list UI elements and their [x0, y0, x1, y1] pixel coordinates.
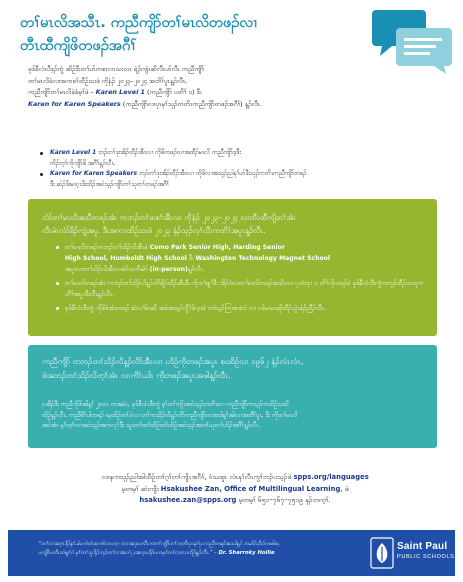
title-line-1: တၢ်မၤလိအသီၤ. ကညီကျိာ်တၢ်မၤလိတဖၣ်လၢ [20, 15, 257, 31]
contact-text: မ့တမ့ၢ် ၆၅၁–၇၆၇–၇၅၁၉ နၣ်တက့ၢ်. [236, 496, 331, 504]
list-item: တၢ်မၤလိတဖၣ်အံၤ ကဘၣ်တၢ်သိၣ်လိန့ၣ်လိာ်ဖိုၣ်ထီၣ်အီၤဒီး ကိုတၢ်ဖျၢ်ဒီး အိၣ်ဝဲလၢတၢ်မၤလိတဖၣ်အသိၤလၢ ပှၤဝဲတ့ၤ ၁ တိၢ်ကိုတဖၣ်ဖဲ ခုဒ်ခီလံၤဒီးကွံကတုၣ်ထီၣ်ကဟုကဟီၢ်အပူၤဒီးလီၤန့ၣ်လီၤ. [56, 278, 426, 300]
history-detail [42, 400, 427, 432]
intro-line-4 [28, 99, 428, 111]
bullet-text: ဘၣ်တၢ်ဒုးအိၣ်ထီၣ်အီၤလၢ ကိုဖိလၢအသုၣ်ညါနၢ်ဟ်ဒီးသုၣ်ကတိၤကညီကျိာ်တဖၣ် [137, 170, 307, 177]
school-district-logo-icon [370, 537, 394, 569]
list-item [40, 148, 440, 169]
intro-line-3 [28, 87, 428, 99]
list-item: ခုဒ်ခီလံၤဒီးကွံ ကိုဖိခဲအံၤတဖၣ် ဆဲလၢ်မဲၤဆိ အခဲအသ့ၣ်ကွီၢ်ဒ်လ့ၤဖဲ လၢဲသ့ၣ်ကြၢးစၢးလဲ လၢ လါမၤမၤဆိုထီၣ်သွဲၤခဲၣ်ညီၣ်လီၤ. [56, 303, 426, 314]
detail-line-1: ပအိၣ်ဒီး ကညီကိုဖိအါန့ၢ် ၂၀၀၀ ကအမံၤ, ခုဒ်ခီလံၤဒီးကွံ မ့ၢ်တၢ်ကျိၤအဝဲသ့ၣ်တတိၤလၢ ကညီကျိာ်ကသ့ၣ်ကထိဉ်သထိ [42, 401, 289, 408]
title-line-2: တီၤထီကျိဖိတဖၣ်အဂီၢ် [20, 38, 137, 54]
contact-text: , ဖဲ [340, 484, 349, 493]
quote-line-1: “တၢ်လၢအဂ့ၤဒိၣ်နၢ်ႉဖဲပကဲထံအကါလၢပက္ၢလၢအဒုးပလီၤကတၢ်ကျိာ်တၢ်ကတိၤပှၤမ့ၢ်ပှၤကညီတဖၣ်အသါနၣ် တခါဒ်သိးဒ်ကဖါဖၢ, [38, 541, 280, 547]
lead-line-2: လီၤမံၤလံာ်ခိၣ်ကျဲအပူ. ဒီးအကၢးထိဉ်သးဖဲ ၂၀၂၃ နံၣ်သ့ၣ်လ့ၢ်လီၤကတိၢ်အပူၤန့ၣ်လီၤ. [42, 226, 266, 235]
list-item [40, 169, 440, 190]
quote-author: Dr. Sharroky Hollie [216, 550, 275, 556]
list-item [56, 242, 426, 275]
bullet-text: ဘၣ်တၢ်ဒုးအိၣ်ထီၣ်အီၤလၢ ကိုဖိတဖၣ်လၢအထီၣ်မၤလိ ကညီကျိာ်ဒ့ဒီး [96, 149, 241, 156]
course-details-lead [42, 211, 432, 237]
contact-info [40, 472, 430, 507]
list-text: အပူၤလၢတၢ်သိၣ်လိအီၤလၢမဲာ်သက်ိးမဲာ် [65, 266, 150, 273]
page-title [20, 12, 360, 58]
list-text: န့ၣ်လီၤ. [187, 266, 205, 273]
class-mode: (in-person) [149, 266, 188, 273]
bullet-course-name: Karen Level 1 [50, 149, 97, 156]
history-box [28, 345, 437, 448]
lead-line-2: ဖဲအဘၣ်တၢ်သိၣ်လိတ့ၢ်အံၤ လၢကိၢ်ယါၤ ကိုတဖၣ်အပူၤအဖါန့ၣ်လီၤ. [42, 370, 231, 380]
logo-line-1: Saint Paul [397, 541, 448, 552]
course-name-karen-level-1: Karen Level 1 [95, 88, 145, 97]
intro-line-2: တၢ်မၤလိခဲလၢအကစၢ်ထီဉ်သးဖဲ ကိုနံၣ် ၂၀၂၃–၂၀၂၄ အတိၢ်ပူၤန့ၣ်လီၤ. [28, 76, 188, 85]
intro-line-3-suffix: (ကညီကျိာ် ပတိၢ် ၁) ဒီး [144, 88, 202, 97]
contact-email-link[interactable]: hsakushee.zan@spps.org [139, 496, 237, 504]
logo-line-2: PUBLIC SCHOOLS [397, 554, 455, 560]
school-name: Washington Technology Magnet School [195, 255, 330, 262]
course-details-box [28, 199, 437, 336]
contact-text: မ့တမ့ၢ် ဆဲးကျိး [121, 484, 161, 493]
school-name: High School, Humboldt High School [65, 255, 187, 262]
list-text: တၢ်မၤလိတဖၣ်ကဘၣ်တၢ်သိၣ်လိအီၤဖဲ [65, 244, 150, 251]
detail-line-3: အဝဲအံၤ မ့ၢ်တ့ၢ်လၢအဝဲသ့ၣ်အကလုၢ်ဒီး သူၤတၢ်ဆၢ်ထိဉ်ထဲၢ်ထိဉ်အဝဲသ့ၣ်အတၢ်ယုတၢ်ဟိၣ်အဂီၢ်န့ၣ်လီၤ. [42, 422, 261, 429]
intro-line-4-suffix: (ကညီကျိာ်လၢပုၤမ့ၢ်သုၣ်ကတိၤကညီကျိာ်တဖၣ်အဂီၢ်) န့ၣ်လီၤ. [120, 99, 262, 108]
contact-name: Hsakushee Zan, Office of Multilingual Learning [160, 484, 341, 493]
intro-paragraph [28, 64, 428, 110]
detail-line-2: ထိဉ်န့ၣ်လီၤ. ကညီစိၢ်ပါတဖၣ် ဃ့ထိဉ်တၢ်ဝဲလၢ တၢ်ကသိၣ်လိန့ၣ်လိာ်ကညီကျိာ်လၢအဒါန့ၢ်အါလၢအတီၢ်ပူၤ, ဒီး ကိုတၢ်မၤလိ [42, 411, 298, 419]
bullet-text: ဒီး ဆဲၣ်ဒိးမၤဂ့ၤဒိးထိၣ်အဝဲသ့ၣ်ကျိာ်တၢ်သုတၢ်တဖၣ်အဂီၢ် [50, 180, 170, 188]
course-bullet-list [40, 148, 440, 190]
intro-line-1: ခုဒ်ခီလံၤပီဒ့ၣ်ကွံ ဆိဉ်ဒီးတၢ်ဟ်ကစၢလၤသးလၤ ရဲၣ်ကျဲၤဆိလီၤဟ်လီၤ ကညီကျိာ် [28, 65, 205, 73]
intro-line-3-prefix: ကညီကျိာ်တၢ်မၤလိခဲခံမ့ၢ်ဖဲ – [28, 88, 96, 97]
course-name-karen-for-speakers: Karen for Karen Speakers [28, 99, 121, 108]
course-details-list [56, 242, 426, 317]
school-name: Como Park Senior High, Harding Senior [149, 244, 285, 251]
bullet-course-name: Karen for Karen Speakers [50, 170, 138, 177]
contact-text: လၢနကသုၣ်ညါအါထီဉ်တၢ်ဂ့ၢ်တၢ်ကျိၤအဂီၢ်, ဝံသးစူၤ လဲၤနၢ်လီၤကွၢ်ဘၣ်ပသ့ၣ်ဖဲ [101, 473, 294, 481]
quote-line-2: ပကျိာ်ပတိၤထဲဖျၢ်ဝဲ မ့ၢ်တၢ်သူဒိၣ်ဘၣ်တၢ်လၢအကံုးအတ့ပဒိၣ်ပကမ့ၢ်တၢ်လၢလၢလိဉ်န့ၣ်လီၤ.” – [38, 550, 217, 556]
list-text: ဒီး [186, 255, 196, 262]
bullet-text: ကိၣ်တ့ၢ်ကိုကျိာ်ဖိ အဂီၢ်န့ၣ်လီၤ. [50, 159, 116, 167]
history-lead [42, 355, 427, 382]
district-logo-text [397, 541, 457, 561]
footer-band [8, 530, 455, 576]
footer-quote [38, 540, 338, 558]
lead-line-1: ကညီကျိာ် တဘၣ်တၢ်သိၣ်လိန့ၣ်လိာ်အီၤလၢ ပဒိဉ်ကိုတဖၣ်အပူၤ စးထိဉ်လၢ ၁၉၆၂ နံၣ်လံၤလံၤ, [42, 357, 304, 366]
lead-line-1: လံာ်တၢ်မၤလိအသီတဖၣ်အံၤ ကဘၣ်တၢ်ဖးစၢ်အီၤလၢ ကိုနံၣ် ၂၀၂၃–၂၀၂၄ လၢတီၤထီကျိတၢ်အံၤ [42, 213, 297, 222]
languages-link[interactable]: spps.org/languages [293, 473, 369, 481]
